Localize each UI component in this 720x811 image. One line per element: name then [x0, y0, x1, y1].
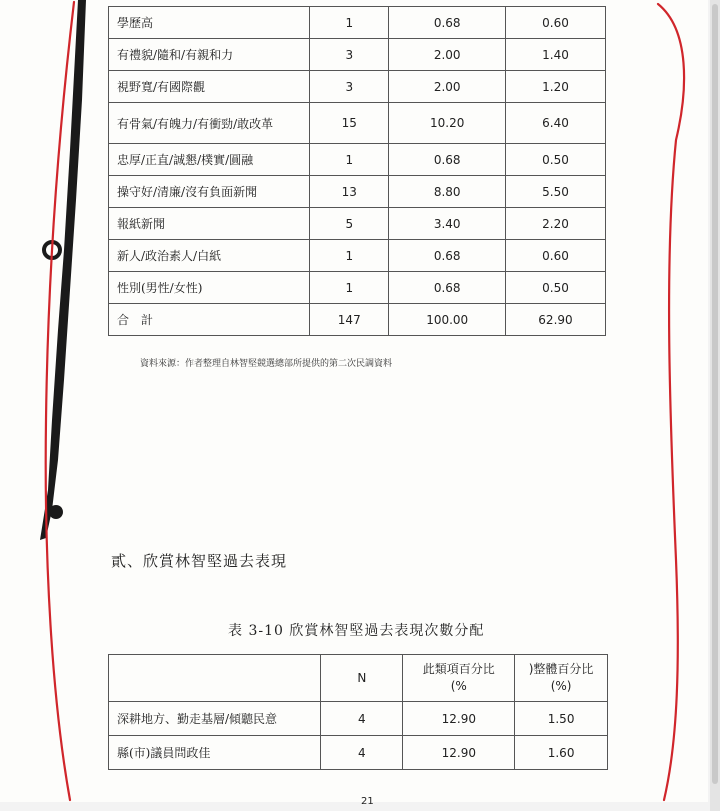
row-category-percent: 2.00 — [389, 71, 506, 103]
row-label: 學歷高 — [109, 7, 310, 39]
row-total-percent: 1.60 — [515, 736, 608, 770]
row-category-percent: 10.20 — [389, 103, 506, 144]
row-total-percent: 62.90 — [505, 304, 605, 336]
row-label: 有骨氣/有魄力/有衝勁/敢改革 — [109, 103, 310, 144]
section-heading: 貳、欣賞林智堅過去表現 — [111, 552, 288, 570]
page-number: 21 — [361, 796, 374, 807]
header-total-percent-line1: )整體百分比 — [528, 662, 594, 676]
row-category-percent: 12.90 — [403, 702, 515, 736]
header-category-percent-line2: (% — [450, 679, 467, 693]
row-n: 15 — [310, 103, 389, 144]
row-n: 1 — [310, 240, 389, 272]
row-total-percent: 0.50 — [505, 272, 605, 304]
scrollbar-thumb[interactable] — [712, 4, 718, 784]
row-n: 1 — [310, 144, 389, 176]
header-n: N — [321, 655, 403, 702]
header-category-percent-line1: 此類項百分比 — [422, 662, 495, 676]
row-total-percent: 2.20 — [505, 208, 605, 240]
row-label: 忠厚/正直/誠懇/樸實/圓融 — [109, 144, 310, 176]
row-total-percent: 1.50 — [515, 702, 608, 736]
row-category-percent: 0.68 — [389, 144, 506, 176]
row-total-percent: 6.40 — [505, 103, 605, 144]
row-n: 1 — [310, 272, 389, 304]
binding-ring-bottom — [49, 505, 63, 519]
header-total-percent-line2: (%) — [550, 679, 572, 693]
row-n: 5 — [310, 208, 389, 240]
binding-strip — [40, 0, 86, 540]
row-category-percent: 8.80 — [389, 176, 506, 208]
source-note: 資料來源：作者整理自林智堅競選總部所提供的第二次民調資料 — [140, 359, 393, 369]
row-label: 有禮貌/隨和/有親和力 — [109, 39, 310, 71]
row-total-percent: 0.60 — [505, 240, 605, 272]
row-total-percent: 1.20 — [505, 71, 605, 103]
row-n: 3 — [310, 39, 389, 71]
row-label: 深耕地方、勤走基層/傾聽民意 — [109, 702, 321, 736]
scrollbar[interactable] — [710, 0, 720, 811]
row-category-percent: 100.00 — [389, 304, 506, 336]
row-n: 147 — [310, 304, 389, 336]
row-n: 13 — [310, 176, 389, 208]
red-pen-outline — [46, 2, 684, 800]
row-total-percent: 5.50 — [505, 176, 605, 208]
row-label: 操守好/清廉/沒有負面新聞 — [109, 176, 310, 208]
row-category-percent: 0.68 — [389, 272, 506, 304]
row-label: 縣(市)議員問政佳 — [109, 736, 321, 770]
row-category-percent: 3.40 — [389, 208, 506, 240]
row-label: 報紙新聞 — [109, 208, 310, 240]
row-n: 3 — [310, 71, 389, 103]
row-label: 視野寬/有國際觀 — [109, 71, 310, 103]
row-label: 合 計 — [109, 304, 310, 336]
row-category-percent: 0.68 — [389, 240, 506, 272]
row-n: 4 — [321, 736, 403, 770]
table-caption: 表 3-10 欣賞林智堅過去表現次數分配 — [228, 623, 485, 639]
row-total-percent: 1.40 — [505, 39, 605, 71]
row-category-percent: 2.00 — [389, 39, 506, 71]
row-category-percent: 12.90 — [403, 736, 515, 770]
row-label: 新人/政治素人/白紙 — [109, 240, 310, 272]
row-total-percent: 0.50 — [505, 144, 605, 176]
row-total-percent: 0.60 — [505, 7, 605, 39]
row-n: 4 — [321, 702, 403, 736]
row-category-percent: 0.68 — [389, 7, 506, 39]
row-label: 性別(男性/女性) — [109, 272, 310, 304]
row-n: 1 — [310, 7, 389, 39]
